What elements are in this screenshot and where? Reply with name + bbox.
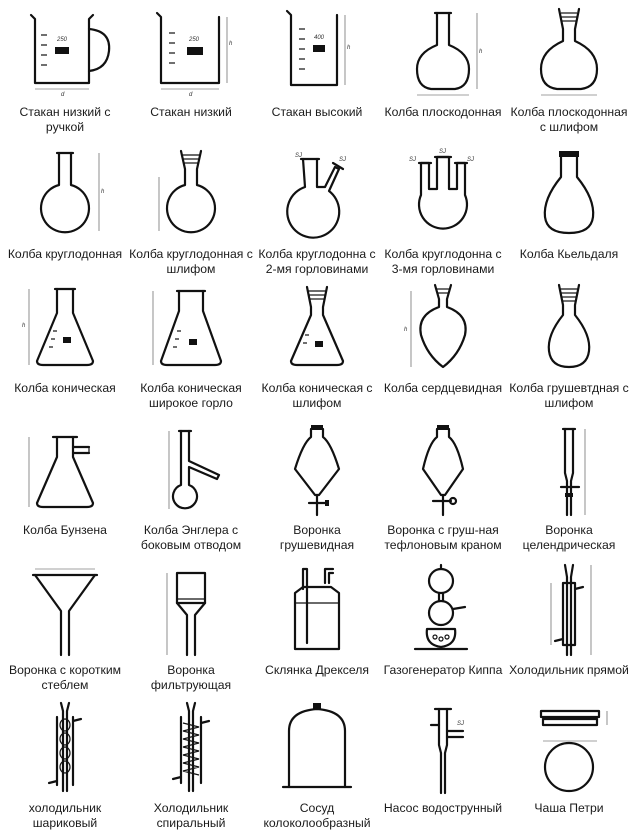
item-three-neck-flask	[381, 142, 505, 276]
svg-text:d: d	[189, 92, 193, 98]
item-label: Холодильник прямой	[509, 663, 629, 677]
item-label: Воронка с коротким стеблем	[8, 663, 122, 692]
item-label: Колба Энглера с боковым отводом	[140, 523, 242, 552]
item-allihn-condenser	[3, 696, 127, 836]
svg-text:SJ: SJ	[339, 157, 347, 163]
svg-text:250: 250	[57, 37, 68, 43]
three-neck-flask-icon	[395, 147, 491, 243]
item-kjeldahl-flask	[507, 142, 631, 276]
item-label: холодильник шариковый	[28, 801, 102, 830]
item-label: Колба круглодонна с 3-мя горловинами	[384, 247, 502, 276]
item-label: Колба плоскодонная с шлифом	[510, 105, 628, 134]
svg-text:SJ: SJ	[457, 721, 465, 727]
item-pear-shaped-flask	[507, 276, 631, 418]
svg-text:h: h	[22, 323, 26, 329]
item-separatory-funnel	[255, 418, 379, 558]
item-label: Колба сердцевидная	[383, 381, 503, 395]
item-label: Воронка фильтрующая	[150, 663, 232, 692]
short-stem-funnel-icon	[17, 563, 113, 659]
item-engler-flask	[129, 418, 253, 558]
item-label: Колба круглодонна с 2-мя горловинами	[258, 247, 376, 276]
bell-jar-icon	[269, 701, 365, 797]
item-label: Холодильник спиральный	[153, 801, 229, 830]
conical-flask-icon	[17, 281, 113, 377]
kjeldahl-flask-icon	[521, 147, 617, 243]
liebig-condenser-icon	[521, 563, 617, 659]
item-separatory-funnel-teflon	[381, 418, 505, 558]
item-label: Сосуд колоколообразный	[263, 801, 371, 830]
petri-dish-icon	[521, 701, 617, 797]
flat-bottom-flask-icon	[395, 5, 491, 101]
round-bottom-flask-icon	[17, 147, 113, 243]
item-label: Колба Кьельдаля	[519, 247, 619, 261]
svg-text:SJ: SJ	[409, 157, 417, 163]
cylindrical-funnel-icon	[521, 423, 617, 519]
svg-text:h: h	[347, 45, 351, 51]
conical-flask-joint-icon	[269, 281, 365, 377]
item-label: Колба плоскодонная	[384, 105, 502, 119]
item-label: Воронка целендрическая	[522, 523, 616, 552]
kipp-apparatus-icon	[395, 563, 491, 659]
item-label: Стакан высокий	[271, 105, 363, 119]
svg-text:250: 250	[189, 37, 200, 43]
item-cylindrical-funnel	[507, 418, 631, 558]
svg-text:h: h	[229, 41, 233, 47]
bunsen-flask-icon	[17, 423, 113, 519]
item-label: Воронка с груш-ная тефлоновым краном	[384, 523, 502, 552]
item-beaker-tall	[255, 0, 379, 142]
item-drechsel-bottle	[255, 558, 379, 696]
pear-shaped-flask-icon	[521, 281, 617, 377]
flat-bottom-flask-joint-icon	[521, 5, 617, 101]
item-label: Склянка Дрекселя	[265, 663, 369, 677]
item-label: Стакан низкий	[150, 105, 232, 119]
svg-text:h: h	[404, 327, 408, 333]
coil-condenser-icon	[143, 701, 239, 797]
beaker-low-handle-icon	[17, 5, 113, 101]
item-beaker-low-handle	[3, 0, 127, 142]
svg-text:h: h	[479, 49, 483, 55]
filter-funnel-icon	[143, 563, 239, 659]
item-round-bottom-flask-joint	[129, 142, 253, 276]
svg-text:SJ: SJ	[295, 153, 303, 159]
item-label: Колба коническая с шлифом	[261, 381, 373, 410]
item-label: Колба коническая	[14, 381, 116, 395]
separatory-funnel-icon	[269, 423, 365, 519]
item-flat-bottom-flask	[381, 0, 505, 142]
svg-text:SJ: SJ	[467, 157, 475, 163]
drechsel-bottle-icon	[269, 563, 365, 659]
item-label: Колба круглодонная	[7, 247, 123, 261]
item-liebig-condenser	[507, 558, 631, 696]
item-water-jet-pump	[381, 696, 505, 836]
item-label: Газогенератор Киппа	[383, 663, 503, 677]
item-coil-condenser	[129, 696, 253, 836]
item-kipp-apparatus	[381, 558, 505, 696]
item-label: Чаша Петри	[534, 801, 604, 815]
item-filter-funnel	[129, 558, 253, 696]
item-bell-jar	[255, 696, 379, 836]
item-beaker-low	[129, 0, 253, 142]
item-label: Стакан низкий с ручкой	[19, 105, 111, 134]
round-bottom-flask-joint-icon	[143, 147, 239, 243]
item-conical-flask	[3, 276, 127, 418]
separatory-funnel-teflon-icon	[395, 423, 491, 519]
heart-shaped-flask-icon	[395, 281, 491, 377]
beaker-tall-icon	[269, 5, 365, 101]
svg-text:SJ: SJ	[439, 149, 447, 155]
item-conical-flask-wide	[129, 276, 253, 418]
item-bunsen-flask	[3, 418, 127, 558]
item-flat-bottom-flask-joint	[507, 0, 631, 142]
engler-flask-icon	[143, 423, 239, 519]
item-label: Воронка грушевидная	[279, 523, 355, 552]
beaker-low-icon	[143, 5, 239, 101]
item-heart-shaped-flask	[381, 276, 505, 418]
allihn-condenser-icon	[17, 701, 113, 797]
conical-flask-wide-icon	[143, 281, 239, 377]
item-label: Колба круглодонная с шлифом	[129, 247, 253, 276]
item-petri-dish	[507, 696, 631, 836]
item-label: Колба Бунзена	[23, 523, 107, 537]
svg-text:d: d	[61, 92, 65, 98]
item-conical-flask-joint	[255, 276, 379, 418]
item-label: Колба грушевтдная с шлифом	[509, 381, 629, 410]
svg-text:h: h	[101, 189, 105, 195]
svg-text:400: 400	[314, 35, 325, 41]
item-label: Насос водострунный	[383, 801, 503, 815]
item-short-stem-funnel	[3, 558, 127, 696]
item-label: Колба коническая широкое горло	[140, 381, 242, 410]
item-round-bottom-flask	[3, 142, 127, 276]
two-neck-flask-icon	[269, 147, 365, 243]
item-two-neck-flask	[255, 142, 379, 276]
water-jet-pump-icon	[395, 701, 491, 797]
